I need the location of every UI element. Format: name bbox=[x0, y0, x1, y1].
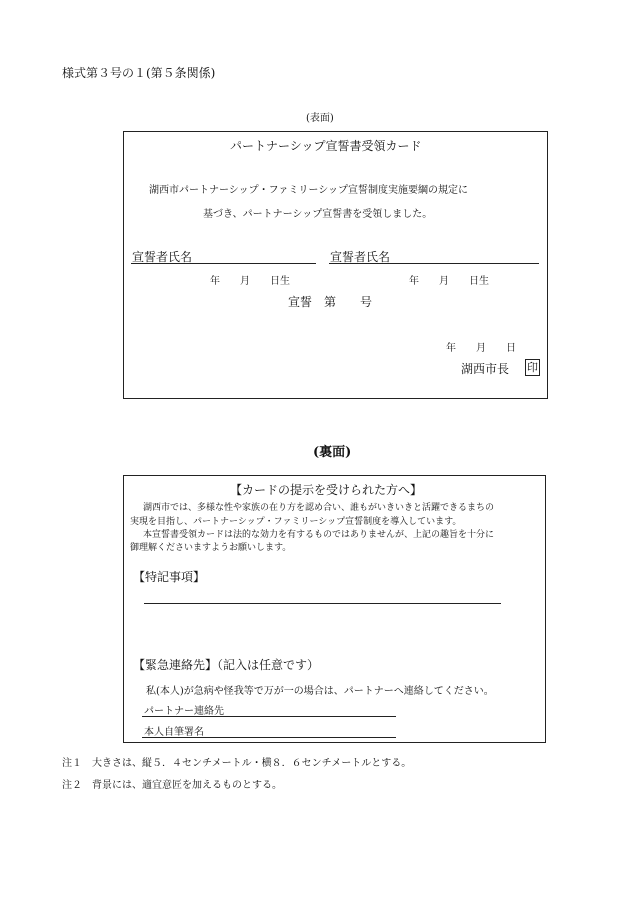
back-side-label: (裏面) bbox=[313, 445, 352, 460]
right-name-label: 宣誓者氏名 bbox=[330, 250, 391, 264]
note-1: 注１ 大きさは、縦５．４センチメートル・横８．６センチメートルとする。 bbox=[62, 758, 412, 769]
back-para1-line-1: 湖西市では、多様な性や家族の在り方を認め合い、誰もがいきいきと活躍できるまちの bbox=[143, 503, 495, 513]
partner-contact-label: パートナー連絡先 bbox=[144, 706, 224, 717]
left-name-underline bbox=[131, 263, 316, 264]
signature-underline bbox=[142, 737, 396, 738]
back-para2-line-1: 本宣誓書受領カードは法的な効力を有するものではありませんが、上記の趣旨を十分に bbox=[143, 530, 495, 540]
back-para2-line-2: 御理解くださいますようお願いします。 bbox=[130, 543, 292, 553]
mayor-title: 湖西市長 bbox=[461, 362, 510, 376]
form-number-header: 様式第３号の１(第５条関係) bbox=[62, 66, 216, 80]
right-birth-date: 年 月 日生 bbox=[409, 276, 489, 287]
special-notes-line bbox=[144, 603, 501, 604]
left-birth-date: 年 月 日生 bbox=[210, 276, 290, 287]
oath-number: 宣誓 第 号 bbox=[288, 295, 373, 309]
front-body-line-2: 基づき、パートナーシップ宣誓書を受領しました。 bbox=[203, 209, 433, 220]
front-body-line-1: 湖西市パートナーシップ・ファミリーシップ宣誓制度実施要綱の規定に bbox=[149, 185, 468, 196]
front-card bbox=[123, 131, 548, 399]
emergency-contact-text: 私(本人)が急病や怪我等で万が一の場合は、パートナーへ連絡してください。 bbox=[146, 686, 494, 697]
special-notes-heading: 【特記事項】 bbox=[133, 570, 206, 584]
note-2: 注２ 背景には、適宜意匠を加えるものとする。 bbox=[62, 780, 282, 791]
back-para1-line-2: 実現を目指し、パートナーシップ・ファミリーシップ宣誓制度を導入しています。 bbox=[130, 517, 462, 527]
right-name-underline bbox=[329, 263, 539, 264]
signature-label: 本人自筆署名 bbox=[144, 727, 204, 738]
seal-mark: 印 bbox=[527, 361, 538, 374]
back-card-title: 【カードの提示を受けられた方へ】 bbox=[230, 483, 423, 497]
partner-contact-underline bbox=[142, 716, 396, 717]
emergency-contact-heading: 【緊急連絡先】（記入は任意です） bbox=[133, 658, 320, 672]
left-name-label: 宣誓者氏名 bbox=[132, 250, 193, 264]
front-side-label: (表面) bbox=[306, 113, 334, 124]
issue-date: 年 月 日 bbox=[446, 343, 516, 354]
front-card-title: パートナーシップ宣誓書受領カード bbox=[230, 139, 422, 153]
